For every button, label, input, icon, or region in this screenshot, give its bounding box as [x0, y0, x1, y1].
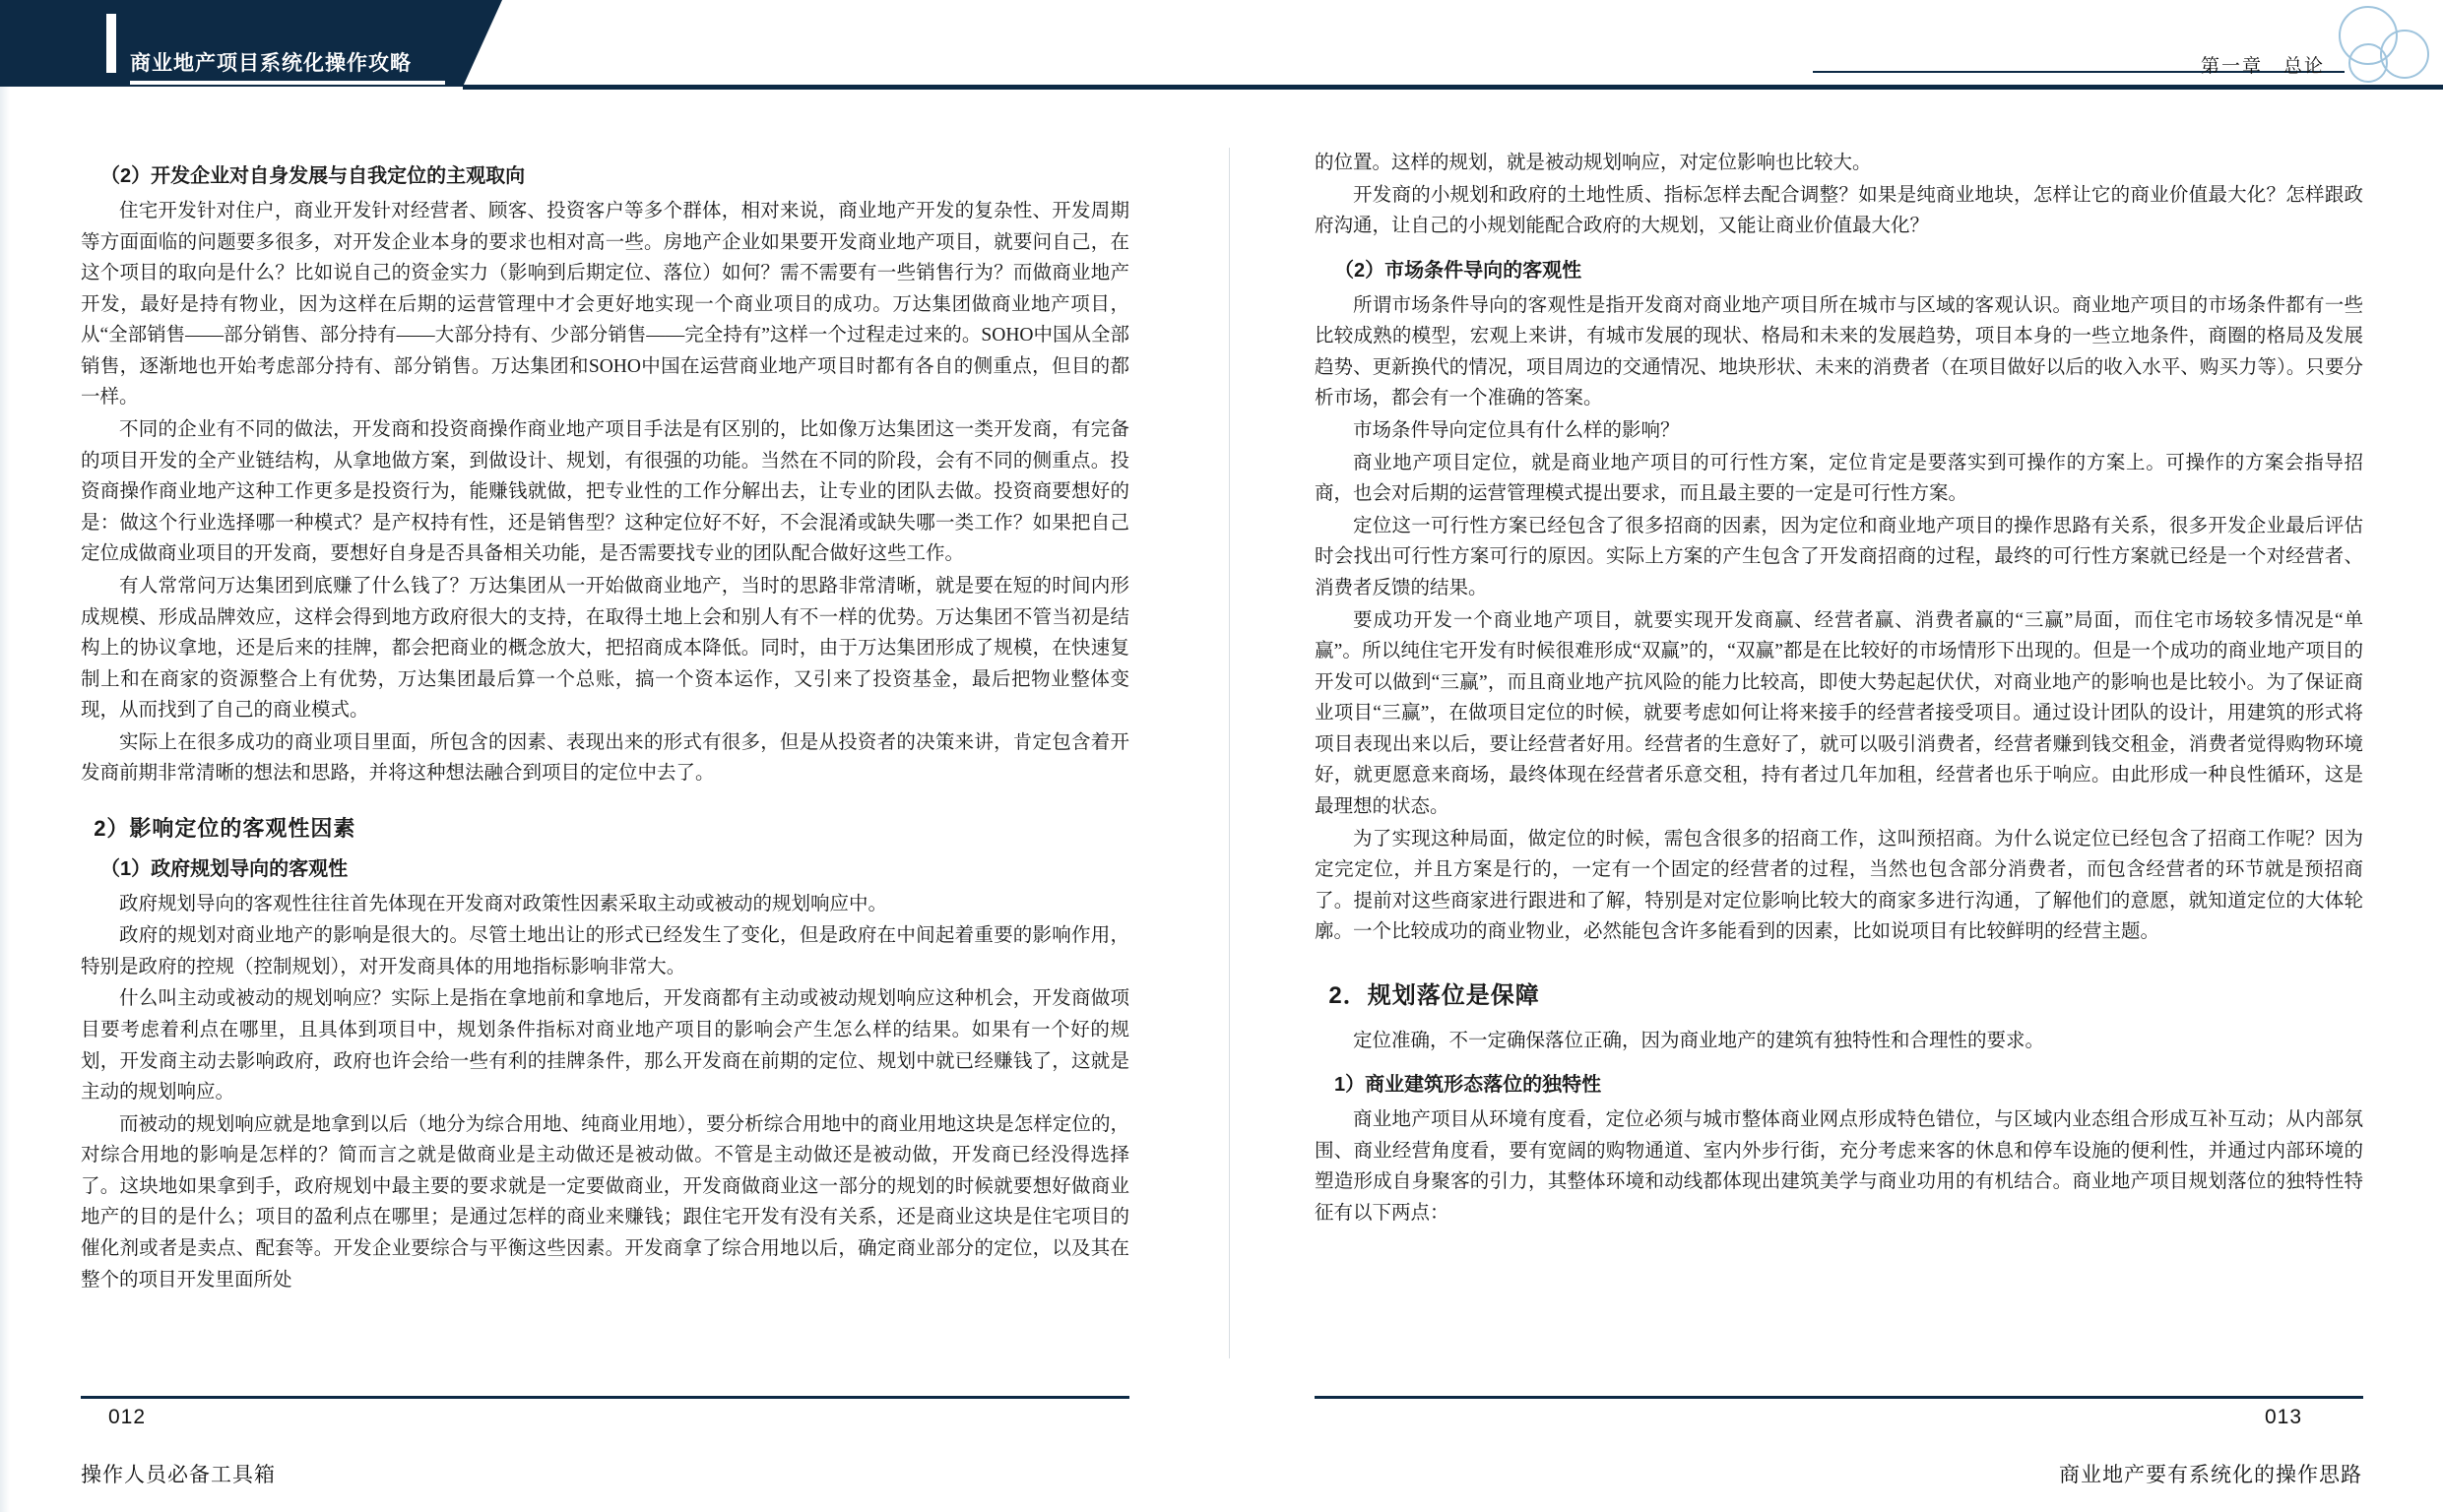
book-title-underline [130, 81, 445, 85]
right-text-column [1315, 148, 2363, 1230]
column-divider [1229, 148, 1230, 1358]
decorative-circle-icon [2380, 30, 2429, 79]
paragraph: 住宅开发针对住户，商业开发针对经营者、顾客、投资客户等多个群体，相对来说，商业地产开发的复杂性、开发周期等方面面临的问题要多很多，对开发企业本身的要求也相对高一些。房地产企业如果要开发商业地产项目，就要问自己，在这个项目的取向是什么？比如说自己的资金实力（影响到后期定位、落位）如何？需不需要有一些销售行为？而做商业地产开发，最好是持有物业，因为这样在后期的运营管理中才会更好地实现一个商业项目的成功。万达集团做商业地产项目，从“全部销售——部分销售、部分持有——大部分持有、少部分销售——完全持有”这样一个过程走过来的。SOHO中国从全部销售，逐渐地也开始考虑部分持有、部分销售。万达集团和SOHO中国在运营商业地产项目时都有各自的侧重点，但目的都一样。 [81, 201, 1129, 409]
paragraph: 有人常常问万达集团到底赚了什么钱了？万达集团从一开始做商业地产，当时的思路非常清晰，就是要在短的时间内形成规模、形成品牌效应，这样会得到地方政府很大的支持，在取得土地上会和别人有不一样的优势。万达集团不管当初是结构上的协议拿地，还是后来的挂牌，都会把商业的概念放大，把招商成本降低。同时，由于万达集团形成了规模，在快速复制上和在商家的资源整合上有优势，万达集团最后算一个总账，搞一个资本运作，又引来了投资基金，最后把物业整体变现，从而找到了自己的商业模式。 [81, 575, 1129, 722]
paragraph: 实际上在很多成功的商业项目里面，所包含的因素、表现出来的形式有很多，但是从投资者的决策来讲，肯定包含着开发商前期非常清晰的想法和思路，并将这种想法融合到项目的定位中去了。 [81, 731, 1129, 785]
footer-rule-right [1315, 1396, 2363, 1399]
chapter-label: 第一章 总论 [2200, 56, 2325, 77]
decorative-circle-icon [2348, 43, 2388, 83]
header-dark-tail [463, 0, 502, 87]
paragraph: 为了实现这种局面，做定位的时候，需包含很多的招商工作，这叫预招商。为什么说定位已经包含了招商工作呢？因为定完定位，并且方案是行的，一定有一个固定的经营者的过程，当然也包含部分消费者，而包含经营者的环节就是预招商了。提前对这些商家进行跟进和了解，特别是对定位影响比较大的商家多进行沟通，了解他们的意愿，就知道定位的大体轮廓。一个比较成功的商业物业，必然能包含许多能看到的因素，比如说项目有比较鲜明的经营主题。 [1315, 828, 2363, 943]
heading-planning-placement: 2．规划落位是保障 [1328, 981, 1540, 1009]
left-text-column [81, 148, 1129, 1296]
heading-objective-factors: 2）影响定位的客观性因素 [94, 815, 356, 841]
paragraph: 政府规划导向的客观性往往首先体现在开发商对政策性因素采取主动或被动的规划响应中。 [119, 893, 888, 914]
paragraph: 要成功开发一个商业地产项目，就要实现开发商赢、经营者赢、消费者赢的“三赢”局面，而住宅市场较多情况是“单赢”。所以纯住宅开发有时候很难形成“双赢”的，“双赢”都是在比较好的市场情形下出现的。但是一个成功的商业地产项目的开发可以做到“三赢”，而且商业地产抗风险的能力比较高，即使大势起起伏伏，对商业地产的影响也是比较小。为了保证商业项目“三赢”，在做项目定位的时候，就要考虑如何让将来接手的经营者接受项目。通过设计团队的设计，用建筑的形式将项目表现出来以后，要让经营者好用。经营者的生意好了，就可以吸引消费者，经营者赚到钱交租金，消费者觉得购物环境好，就更愿意来商场，最终体现在经营者乐意交租，持有者过几年加租，经营者也乐于响应。由此形成一种良性循环，这是最理想的状态。 [1315, 609, 2363, 817]
page-header [0, 0, 2443, 94]
footer-label-right: 商业地产要有系统化的操作思路 [2059, 1463, 2362, 1486]
heading-government-planning: （1）政府规划导向的客观性 [100, 857, 349, 880]
paragraph: 定位准确，不一定确保落位正确，因为商业地产的建筑有独特性和合理性的要求。 [1353, 1030, 2045, 1051]
paragraph: 市场条件导向定位具有什么样的影响？ [1353, 420, 1680, 442]
heading-market-conditions: （2）市场条件导向的客观性 [1334, 259, 1582, 282]
paragraph: 不同的企业有不同的做法，开发商和投资商操作商业地产项目手法是有区别的，比如像万达集团这一类开发商，有完备的项目开发的全产业链结构，从拿地做方案，到做设计、规划，有很强的功能。当然在不同的阶段，会有不同的侧重点。投资商操作商业地产这种工作更多是投资行为，能赚钱就做，把专业性的工作分解出去，让专业的团队去做。投资商要想好的是：做这个行业选择哪一种模式？是产权持有性，还是销售型？这种定位好不好，不会混淆或缺失哪一类工作？如果把自己定位成做商业项目的开发商，要想好自身是否具备相关功能，是否需要找专业的团队配合做好这些工作。 [81, 419, 1129, 565]
paragraph: 政府的规划对商业地产的影响是很大的。尽管土地出让的形式已经发生了变化，但是政府在中间起着重要的影响作用，特别是政府的控规（控制规划），对开发商具体的用地指标影响非常大。 [81, 925, 1129, 977]
header-accent-bar [106, 14, 116, 73]
paragraph: 商业地产项目定位，就是商业地产项目的可行性方案，定位肯定是要落实到可操作的方案上。可操作的方案会指导招商，也会对后期的运营管理模式提出要求，而且最主要的一定是可行性方案。 [1315, 452, 2363, 505]
footer-label-left: 操作人员必备工具箱 [81, 1463, 276, 1486]
page-number-right: 013 [2265, 1406, 2303, 1428]
page-edge-shadow [0, 0, 10, 1512]
heading-developer-orientation: （2）开发企业对自身发展与自我定位的主观取向 [100, 165, 526, 187]
paragraph-continuation: 的位置。这样的规划，就是被动规划响应，对定位影响也比较大。 [1315, 153, 1872, 173]
paragraph: 什么叫主动或被动的规划响应？实际上是指在拿地前和拿地后，开发商都有主动或被动规划响应这种机会，开发商做项目要考虑着利点在哪里，且具体到项目中，规划条件指标对商业地产项目的影响会产生怎么样的结果。如果有一个好的规划，开发商主动去影响政府，政府也许会给一些有利的挂牌条件，那么开发商在前期的定位、规划中就已经赚钱了，这就是主动的规划响应。 [81, 988, 1129, 1103]
footer-rule-left [81, 1396, 1129, 1399]
paragraph: 商业地产项目从环境有度看，定位必须与城市整体商业网点形成特色错位，与区域内业态组合形成互补互动；从内部氛围、商业经营角度看，要有宽阔的购物通道、室内外步行街，充分考虑来客的休息和停车设施的便利性，并通过内部环境的塑造形成自身聚客的引力，其整体环境和动线都体现出建筑美学与商业功用的有机结合。商业地产项目规划落位的独特性特征有以下两点： [1315, 1109, 2363, 1225]
header-rule [463, 85, 2443, 90]
page-number-left: 012 [108, 1406, 147, 1428]
heading-architecture-uniqueness: 1）商业建筑形态落位的独特性 [1334, 1074, 1602, 1097]
paragraph: 开发商的小规划和政府的土地性质、指标怎样去配合调整？如果是纯商业地块，怎样让它的商业价值最大化？怎样跟政府沟通，让自己的小规划能配合政府的大规划，又能让商业价值最大化？ [1315, 184, 2363, 237]
paragraph: 定位这一可行性方案已经包含了很多招商的因素，因为定位和商业地产项目的操作思路有关系，很多开发企业最后评估时会找出可行性方案可行的原因。实际上方案的产生包含了开发商招商的过程，最终的可行性方案就已经是一个对经营者、消费者反馈的结果。 [1315, 515, 2363, 598]
paragraph: 所谓市场条件导向的客观性是指开发商对商业地产项目所在城市与区域的客观认识。商业地产项目的市场条件都有一些比较成熟的模型，宏观上来讲，有城市发展的现状、格局和未来的发展趋势，项目本身的一些立地条件，商圈的格局及发展趋势、更新换代的情况，项目周边的交通情况、地块形状、未来的消费者（在项目做好以后的收入水平、购买力等）。只要分析市场，都会有一个准确的答案。 [1315, 294, 2363, 410]
paragraph: 而被动的规划响应就是地拿到以后（地分为综合用地、纯商业用地），要分析综合用地中的商业用地这块是怎样定位的，对综合用地的影响是怎样的？简而言之就是做商业是主动做还是被动做。不管是主动做还是被动做，开发商已经没得选择了。这块地如果拿到手，政府规划中最主要的要求就是一定要做商业，开发商做商业这一部分的规划的时候就要想好做商业地产的目的是什么；项目的盈利点在哪里；是通过怎样的商业来赚钱；跟住宅开发有没有关系，还是商业这块是住宅项目的催化剂或者是卖点、配套等。开发企业要综合与平衡这些因素。开发商拿了综合用地以后，确定商业部分的定位，以及其在整个的项目开发里面所处 [81, 1113, 1129, 1291]
book-title: 商业地产项目系统化操作攻略 [130, 52, 412, 75]
